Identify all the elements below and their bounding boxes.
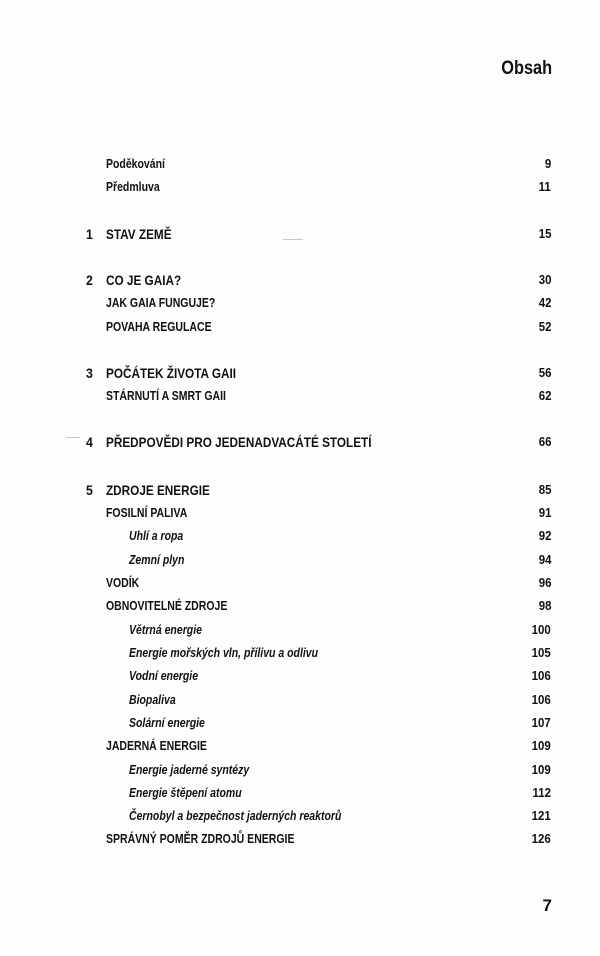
toc-entry-page: 85 — [538, 482, 551, 497]
toc-entry-page: 126 — [531, 831, 551, 846]
toc-entry-page: 105 — [531, 645, 551, 660]
toc-entry-title: JADERNÁ ENERGIE — [106, 739, 207, 753]
toc-section — [0, 386, 600, 406]
scan-artifact — [283, 239, 303, 240]
toc-section — [0, 596, 600, 616]
toc-entry-page: 42 — [538, 295, 551, 310]
toc-entry-title: Uhlí a ropa — [129, 529, 184, 543]
toc-entry-title: Větrná energie — [129, 623, 202, 637]
toc-entry-title: Solární energie — [129, 716, 205, 730]
toc-entry-title: FOSILNÍ PALIVA — [106, 506, 188, 520]
toc-entry-page: 52 — [538, 319, 551, 334]
toc-entry-page: 11 — [538, 179, 551, 194]
toc-section — [0, 503, 600, 523]
toc-subsection — [0, 550, 600, 570]
toc-entry-title: VODÍK — [106, 576, 140, 590]
toc-entry-page: 121 — [531, 808, 551, 823]
toc-entry-page: 107 — [531, 715, 551, 730]
toc-chapter-3 — [0, 363, 600, 383]
toc-chapter-2 — [0, 270, 600, 290]
toc-entry-page: 100 — [531, 622, 551, 637]
toc-entry-page: 109 — [531, 738, 551, 753]
toc-entry-page: 9 — [544, 156, 551, 171]
toc-entry-title: STÁRNUTÍ A SMRT GAII — [106, 389, 226, 403]
toc-entry-title: Poděkování — [106, 157, 165, 171]
toc-entry-page: 112 — [532, 785, 551, 800]
toc-section — [0, 317, 600, 337]
toc-entry-page: 98 — [538, 598, 551, 613]
toc-entry-title: Předmluva — [106, 180, 160, 194]
toc-entry-page: 62 — [538, 388, 551, 403]
toc-subsection — [0, 760, 600, 780]
toc-entry-page: 96 — [538, 575, 551, 590]
toc-subsection — [0, 690, 600, 710]
toc-entry-title: SPRÁVNÝ POMĚR ZDROJŮ ENERGIE — [106, 832, 295, 846]
toc-subsection — [0, 806, 600, 826]
toc-chapter-number: 5 — [86, 482, 93, 498]
toc-chapter-number: 3 — [86, 365, 93, 381]
toc-entry-title: ZDROJE ENERGIE — [106, 482, 210, 498]
toc-subsection — [0, 783, 600, 803]
toc-chapter-number: 1 — [86, 226, 93, 242]
toc-entry-page: 94 — [538, 552, 551, 567]
toc-subsection — [0, 526, 600, 546]
toc-entry-acknowledgements — [0, 154, 600, 174]
toc-chapter-4 — [0, 432, 600, 452]
toc-entry-page: 109 — [531, 762, 551, 777]
toc-chapter-1 — [0, 224, 600, 244]
toc-entry-page: 66 — [538, 434, 551, 449]
toc-subsection — [0, 666, 600, 686]
toc-entry-title: Černobyl a bezpečnost jaderných reaktorů — [129, 809, 342, 823]
toc-chapter-number: 2 — [86, 272, 93, 288]
toc-entry-title: OBNOVITELNÉ ZDROJE — [106, 599, 228, 613]
toc-entry-title: Energie mořských vln, přílivu a odlivu — [129, 646, 319, 660]
toc-entry-title: Biopaliva — [129, 693, 176, 707]
toc-entry-title: Energie jaderné syntézy — [129, 763, 250, 777]
toc-chapter-5 — [0, 480, 600, 500]
toc-entry-title: Energie štěpení atomu — [129, 786, 242, 800]
toc-section — [0, 573, 600, 593]
toc-entry-title: PŘEDPOVĚDI PRO JEDENADVACÁTÉ STOLETÍ — [106, 434, 372, 450]
toc-section — [0, 736, 600, 756]
toc-entry-page: 92 — [538, 528, 551, 543]
page-number: 7 — [542, 896, 552, 915]
toc-entry-title: POVAHA REGULACE — [106, 320, 212, 334]
toc-entry-preface — [0, 177, 600, 197]
page-title: Obsah — [501, 58, 552, 79]
toc-entry-page: 15 — [538, 226, 551, 241]
toc-entry-title: STAV ZEMĚ — [106, 226, 172, 242]
toc-subsection — [0, 620, 600, 640]
toc-subsection — [0, 643, 600, 663]
toc-entry-page: 30 — [538, 272, 551, 287]
toc-entry-title: Zemní plyn — [129, 553, 185, 567]
toc-entry-page: 91 — [538, 505, 551, 520]
toc-chapter-number: 4 — [86, 434, 93, 450]
toc-entry-page: 106 — [531, 692, 551, 707]
toc-entry-title: Vodní energie — [129, 669, 199, 683]
toc-entry-title: CO JE GAIA? — [106, 272, 182, 288]
toc-entry-page: 56 — [538, 365, 551, 380]
toc-entry-title: POČÁTEK ŽIVOTA GAII — [106, 365, 237, 381]
toc-entry-page: 106 — [531, 668, 551, 683]
toc-section — [0, 293, 600, 313]
toc-entry-title: JAK GAIA FUNGUJE? — [106, 296, 216, 310]
scan-artifact — [66, 437, 80, 438]
toc-section — [0, 829, 600, 849]
toc-subsection — [0, 713, 600, 733]
